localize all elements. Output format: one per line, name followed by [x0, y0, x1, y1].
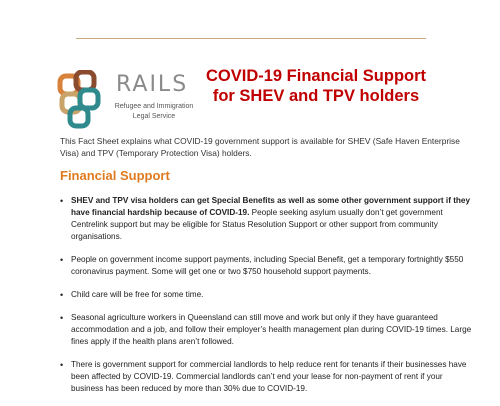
intro-paragraph: This Fact Sheet explains what COVID-19 government support is available for SHEV (Safe Haven Enterprise Visa) and TPV (Temporary Protection Visa) holders.: [60, 136, 460, 158]
logo-name: RAILS: [116, 72, 189, 97]
list-item-text: People on government income support payments, including Special Benefit, get a temporary fortnightly $550 coronavirus payment. Some will get one or two $750 household support payments.: [71, 255, 464, 276]
list-item-strong: SHEV and TPV visa holders can get Special Benefits as well as some other government support if they have financial hardship because of COVID-19.: [71, 196, 471, 217]
list-item-text: Seasonal agriculture workers in Queensland can still move and work but only if they have guaranteed accommodation and a job, and follow their employer’s health management plan during COVID-19 times. Large fines apply if the health plans aren’t followed.: [71, 313, 472, 346]
logo-subtitle: Refugee and Immigration Legal Service: [114, 103, 194, 120]
support-list: [60, 195, 472, 406]
list-item-text: People seeking asylum usually don’t get government Centrelink support but may be eligible for Status Resolution Support or other support from community organisations.: [71, 208, 443, 241]
document-title: COVID-19 Financial Support for SHEV and TPV holders: [205, 67, 427, 105]
rails-logo: [56, 70, 196, 130]
list-item-text: There is government support for commercial landlords to help reduce rent for tenants if their businesses have been affected by COVID-19. Commercial landlords can’t end your lease for non-payment of rent if your business has been reduced by more than 30% due to COVID-19.: [71, 360, 467, 393]
section-heading: Financial Support: [60, 168, 170, 183]
list-item: [60, 312, 472, 348]
rails-logo-mark-icon: [56, 70, 116, 130]
list-item: [60, 195, 472, 243]
list-item: [60, 254, 472, 278]
list-item-text: Child care will be free for some time.: [71, 290, 204, 299]
top-divider: [76, 38, 426, 39]
list-item: [60, 359, 472, 395]
list-item: [60, 289, 472, 301]
